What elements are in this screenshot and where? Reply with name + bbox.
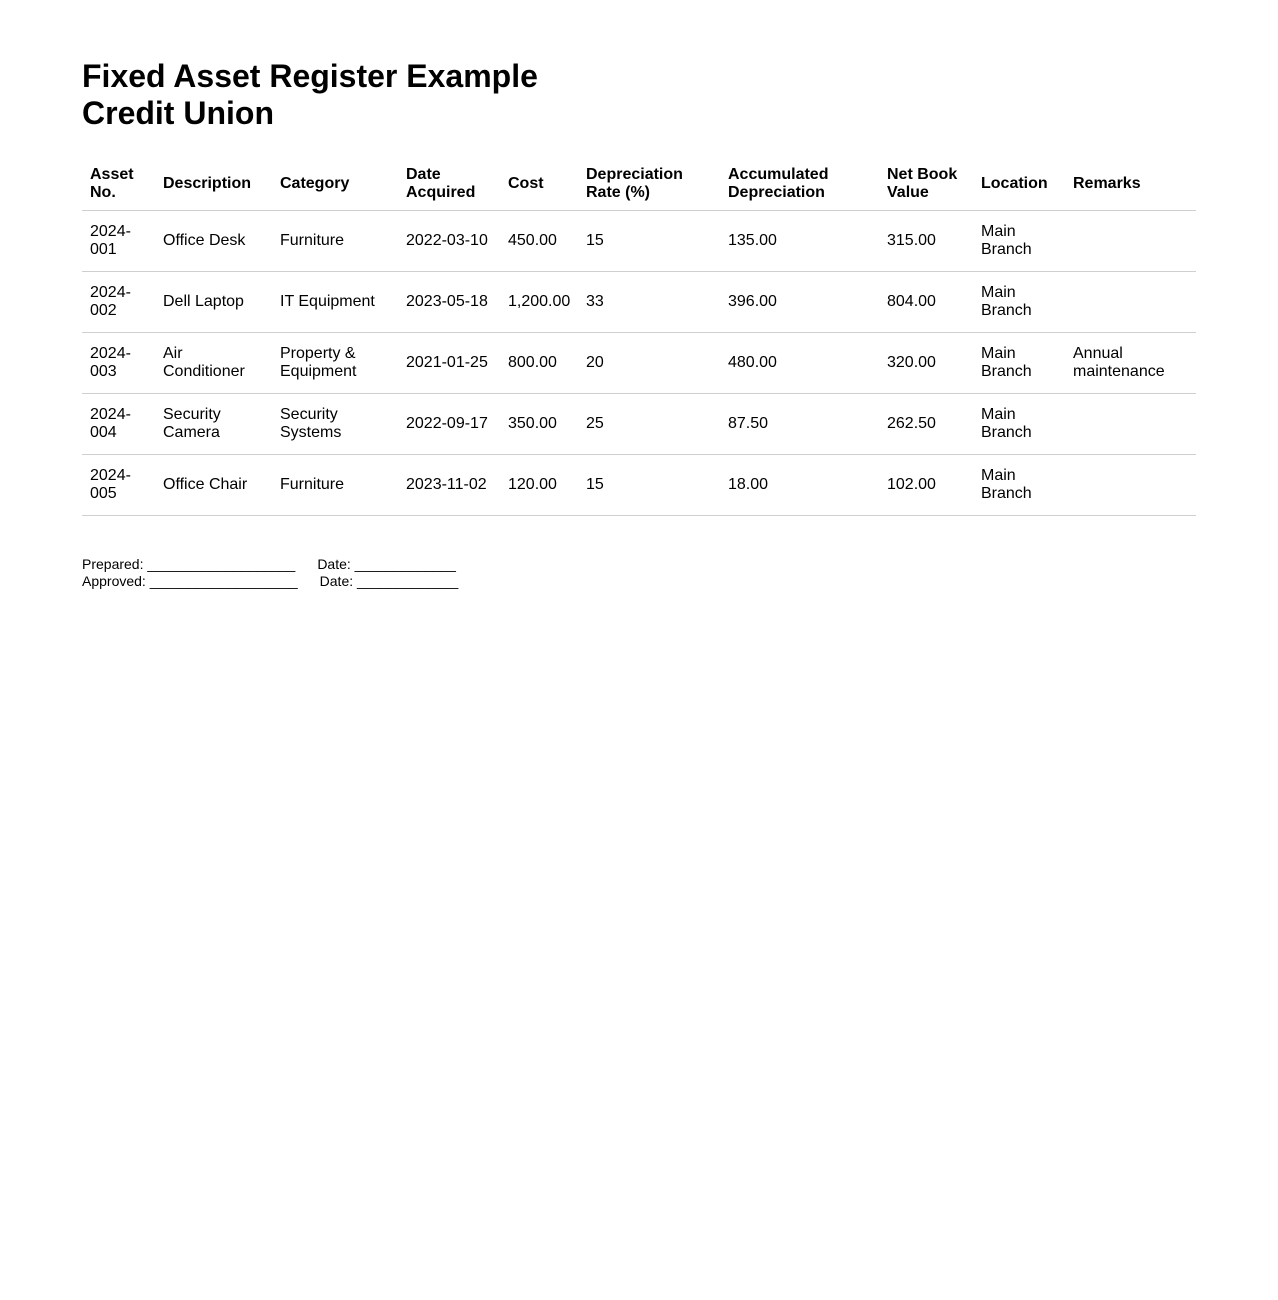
cell-category: Property & Equipment xyxy=(272,333,398,394)
header-net-book-value: Net Book Value xyxy=(879,158,973,211)
table-header-row xyxy=(82,158,1196,211)
cell-date-acquired: 2023-05-18 xyxy=(398,272,500,333)
header-date-acquired: Date Acquired xyxy=(398,158,500,211)
cell-accumulated-depreciation: 480.00 xyxy=(720,333,879,394)
cell-accumulated-depreciation: 135.00 xyxy=(720,211,879,272)
cell-category: Furniture xyxy=(272,211,398,272)
cell-accumulated-depreciation: 396.00 xyxy=(720,272,879,333)
cell-location: Main Branch xyxy=(973,333,1065,394)
cell-description: Office Desk xyxy=(155,211,272,272)
table-row xyxy=(82,455,1196,516)
cell-date-acquired: 2022-09-17 xyxy=(398,394,500,455)
table-row xyxy=(82,272,1196,333)
cell-description: Dell Laptop xyxy=(155,272,272,333)
cell-accumulated-depreciation: 87.50 xyxy=(720,394,879,455)
cell-asset-no: 2024-002 xyxy=(82,272,155,333)
cell-date-acquired: 2023-11-02 xyxy=(398,455,500,516)
header-depreciation-rate: Depreciation Rate (%) xyxy=(578,158,720,211)
cell-remarks xyxy=(1065,455,1196,516)
header-cost: Cost xyxy=(500,158,578,211)
cell-description: Security Camera xyxy=(155,394,272,455)
cell-description: Office Chair xyxy=(155,455,272,516)
cell-cost: 120.00 xyxy=(500,455,578,516)
cell-cost: 1,200.00 xyxy=(500,272,578,333)
header-asset-no: Asset No. xyxy=(82,158,155,211)
table-row xyxy=(82,333,1196,394)
header-remarks: Remarks xyxy=(1065,158,1196,211)
table-row xyxy=(82,394,1196,455)
cell-depreciation-rate: 33 xyxy=(578,272,720,333)
cell-location: Main Branch xyxy=(973,394,1065,455)
header-description: Description xyxy=(155,158,272,211)
cell-category: IT Equipment xyxy=(272,272,398,333)
approved-line xyxy=(82,573,1196,590)
asset-register-table xyxy=(82,158,1196,516)
signature-block xyxy=(82,556,1196,590)
approved-date-field[interactable]: Date: _____________ xyxy=(319,573,459,589)
cell-remarks: Annual maintenance xyxy=(1065,333,1196,394)
approved-signature-field[interactable]: Approved: ___________________ xyxy=(82,573,298,589)
cell-cost: 350.00 xyxy=(500,394,578,455)
cell-location: Main Branch xyxy=(973,272,1065,333)
cell-category: Security Systems xyxy=(272,394,398,455)
cell-description: Air Conditioner xyxy=(155,333,272,394)
cell-depreciation-rate: 15 xyxy=(578,211,720,272)
header-location: Location xyxy=(973,158,1065,211)
prepared-line xyxy=(82,556,1196,573)
title-line-2: Credit Union xyxy=(82,95,274,131)
cell-net-book-value: 315.00 xyxy=(879,211,973,272)
cell-asset-no: 2024-004 xyxy=(82,394,155,455)
cell-depreciation-rate: 15 xyxy=(578,455,720,516)
document-page xyxy=(82,58,1196,590)
cell-remarks xyxy=(1065,272,1196,333)
cell-net-book-value: 804.00 xyxy=(879,272,973,333)
cell-cost: 800.00 xyxy=(500,333,578,394)
prepared-signature-field[interactable]: Prepared: ___________________ xyxy=(82,556,296,572)
header-accumulated-depreciation: Accumulated Depreciation xyxy=(720,158,879,211)
cell-location: Main Branch xyxy=(973,211,1065,272)
table-row xyxy=(82,211,1196,272)
header-category: Category xyxy=(272,158,398,211)
cell-category: Furniture xyxy=(272,455,398,516)
cell-depreciation-rate: 25 xyxy=(578,394,720,455)
cell-accumulated-depreciation: 18.00 xyxy=(720,455,879,516)
cell-remarks xyxy=(1065,394,1196,455)
prepared-date-field[interactable]: Date: _____________ xyxy=(317,556,456,572)
cell-depreciation-rate: 20 xyxy=(578,333,720,394)
cell-date-acquired: 2021-01-25 xyxy=(398,333,500,394)
cell-net-book-value: 320.00 xyxy=(879,333,973,394)
cell-asset-no: 2024-003 xyxy=(82,333,155,394)
cell-location: Main Branch xyxy=(973,455,1065,516)
cell-asset-no: 2024-005 xyxy=(82,455,155,516)
cell-date-acquired: 2022-03-10 xyxy=(398,211,500,272)
cell-net-book-value: 262.50 xyxy=(879,394,973,455)
cell-remarks xyxy=(1065,211,1196,272)
title-line-1: Fixed Asset Register Example xyxy=(82,58,538,94)
cell-net-book-value: 102.00 xyxy=(879,455,973,516)
page-title xyxy=(82,58,1196,132)
cell-cost: 450.00 xyxy=(500,211,578,272)
cell-asset-no: 2024-001 xyxy=(82,211,155,272)
